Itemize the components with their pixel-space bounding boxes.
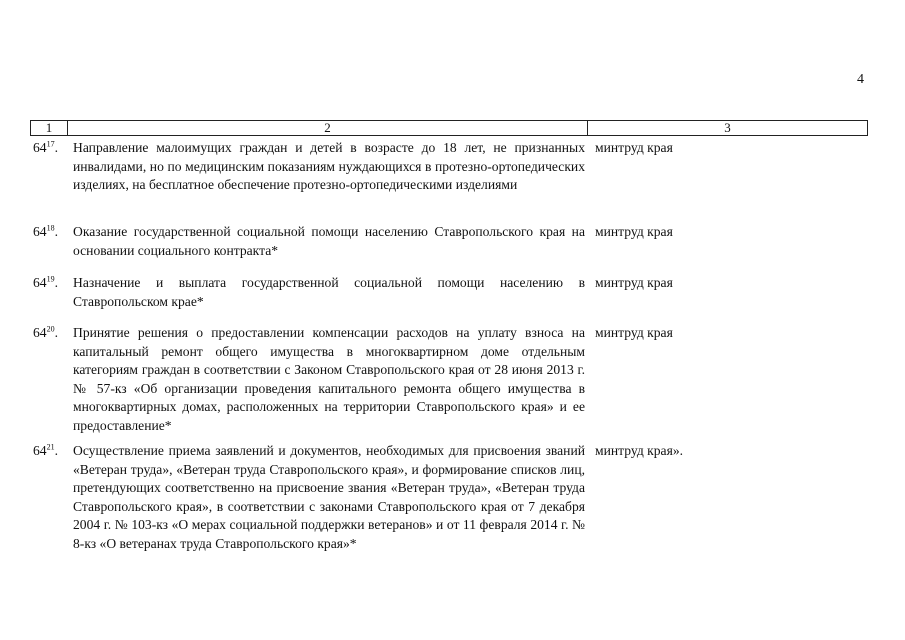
row-number: $64^{17}$.: [33, 139, 58, 155]
row-description: Осуществление приема заявлений и документов, необходимых для присвоения званий «Ветеран труда», «Ветеран труда Ставропольского края», и формирование списков лиц, претендующих соответственно на присвоение звания «Ветеран труда», «Ветеран труда Ставропольского края», в соответствии с законами Ставропольского края от 7 декабря 2004 г. № 103-кз «О мерах социальной поддержки ветеранов» и от 11 февраля 2014 г. № 8-кз «О ветеранах труда Ставропольского края»*: [73, 443, 585, 551]
row-department: минтруд края».: [595, 443, 684, 458]
row-description: Оказание государственной социальной помощи населению Ставропольского края на основании социального контракта*: [73, 224, 585, 258]
column-header-3: 3: [724, 120, 731, 135]
page-number: 4: [857, 72, 864, 87]
column-header-2: 2: [68, 121, 588, 135]
row-description: Принятие решения о предоставлении компенсации расходов на уплату взноса на капитальный ремонт общего имущества в многоквартирном доме отдельным категориям граждан в соответствии с Законом Ставропольского края от 28 июня 2013 г. № 57-кз «Об организации проведения капитального ремонта общего имущества в многоквартирных домах, расположенных на территории Ставропольского края» и ее предоставление*: [73, 325, 585, 433]
row-number: $64^{20}$.: [33, 324, 58, 340]
table-header-row: [30, 120, 868, 136]
row-description: Направление малоимущих граждан и детей в возрасте до 18 лет, не признанных инвалидами, но по медицинским показаниям нуждающихся в протезно-ортопедических изделиях, на бесплатное обеспечение протезно-ортопедическими изделиями: [73, 140, 585, 192]
row-department: минтруд края: [595, 325, 673, 340]
row-department: минтруд края: [595, 275, 673, 290]
row-department: минтруд края: [595, 140, 673, 155]
column-header-1: 1: [31, 121, 68, 135]
row-description: Назначение и выплата государственной социальной помощи населению в Ставропольском крае*: [73, 275, 585, 309]
row-department: минтруд края: [595, 224, 673, 239]
row-number: $64^{21}$.: [33, 442, 58, 458]
row-number: $64^{18}$.: [33, 223, 58, 239]
row-number: $64^{19}$.: [33, 274, 58, 290]
